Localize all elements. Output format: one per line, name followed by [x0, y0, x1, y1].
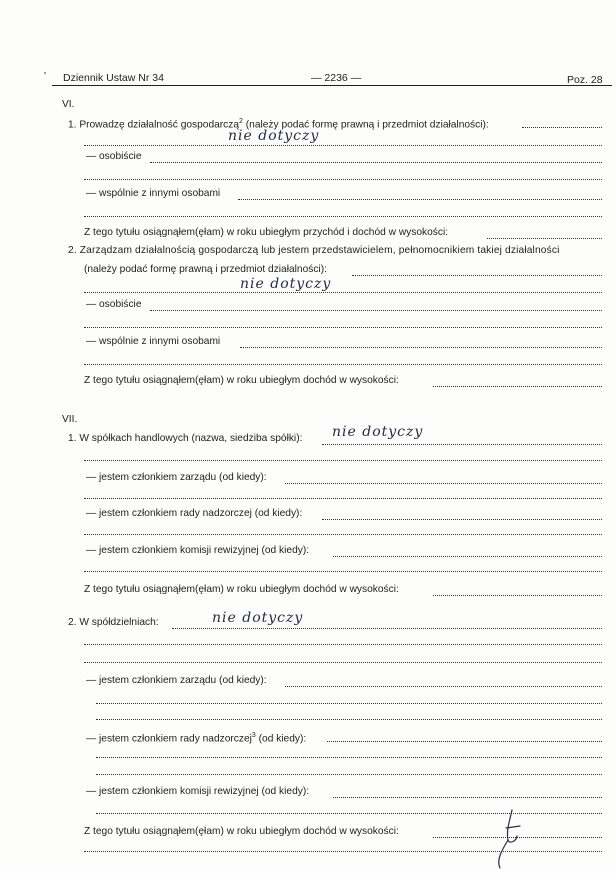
vi-2-personally-field[interactable] [150, 310, 602, 311]
vii-1-audit-field-2[interactable] [84, 571, 602, 572]
vii-1-audit: — jestem członkiem komisji rewizyjnej (od kiedy): [86, 545, 310, 556]
header-rule [52, 85, 612, 86]
vii-2-supervisory-field-2[interactable] [96, 757, 602, 758]
vii-2-board: — jestem członkiem zarządu (od kiedy): [86, 675, 267, 686]
vii-2-field-a[interactable] [172, 628, 602, 629]
journal-title: Dziennik Ustaw Nr 34 [63, 72, 164, 84]
vii-1-audit-field[interactable] [333, 556, 602, 557]
vii-2-audit-field[interactable] [333, 797, 602, 798]
vii-2-field-c[interactable] [84, 662, 602, 663]
vi-1-jointly-field[interactable] [238, 199, 602, 200]
vii-1-text: 1. W spółkach handlowych (nazwa, siedziba spółki): [68, 433, 303, 444]
vii-2-field-b[interactable] [84, 644, 602, 645]
vii-2-supervisory-rest: (od kiedy): [258, 733, 307, 745]
position-number: Poz. 28 [567, 74, 603, 86]
vii-2-supervisory-main: — jestem członkiem rady nadzorczej [86, 733, 252, 745]
vii-2-board-field[interactable] [285, 686, 602, 687]
vii-2-board-field-3[interactable] [96, 719, 602, 720]
footnote-2: 2 [239, 118, 243, 125]
vii-2-supervisory [86, 730, 306, 745]
vi-1-personally-field-2[interactable] [84, 179, 602, 180]
page-number: — 2236 — [311, 72, 362, 84]
vii-2-income: Z tego tytułu osiągnąłem(ęłam) w roku ubiegłym dochód w wysokości: [84, 826, 399, 837]
vi-1-field-b[interactable] [84, 145, 602, 146]
signature-initials-icon [486, 806, 526, 872]
vii-1-handwriting: nie dotyczy [332, 424, 424, 440]
vi-2-jointly-field-2[interactable] [84, 364, 602, 365]
footnote-3: 3 [251, 732, 256, 739]
vi-2-field-b[interactable] [84, 292, 602, 293]
vii-1-board-field[interactable] [285, 483, 602, 484]
vi-1-income: Z tego tytułu osiągnąłem(ęłam) w roku ubiegłym przychód i dochód w wysokości: [84, 227, 449, 238]
vii-2-audit: — jestem członkiem komisji rewizyjnej (od kiedy): [86, 786, 310, 797]
vi-2-text-line2: (należy podać formę prawną i przedmiot działalności): [84, 264, 327, 275]
vi-2-jointly-field[interactable] [240, 347, 602, 348]
vii-1-income-field[interactable] [433, 595, 602, 596]
vii-2-handwriting: nie dotyczy [212, 610, 304, 626]
vi-1-personally: — osobiście [86, 151, 142, 162]
vii-1-field-a[interactable] [322, 444, 602, 445]
vii-2-board-field-2[interactable] [96, 703, 602, 704]
vii-1-income: Z tego tytułu osiągnąłem(ęłam) w roku ubiegłym dochód w wysokości: [84, 584, 399, 595]
vii-2-text: 2. W spółdzielniach: [68, 617, 159, 628]
vi-2-text-line1: 2. Zarządzam działalnością gospodarczą lub jestem przedstawicielem, pełnomocnikiem takiej działalności [68, 245, 560, 256]
vii-2-supervisory-field-3[interactable] [96, 774, 602, 775]
vi-1-handwriting: nie dotyczy [228, 128, 320, 144]
vi-2-income: Z tego tytułu osiągnąłem(ęłam) w roku ubiegłym dochód w wysokości: [84, 375, 399, 386]
vi-1-field-a[interactable] [522, 127, 602, 128]
vi-1-jointly: — wspólnie z innymi osobami [86, 188, 221, 199]
vi-2-personally-field-2[interactable] [84, 327, 602, 328]
vi-2-field-a[interactable] [352, 275, 602, 276]
vii-1-field-b[interactable] [84, 460, 602, 461]
vii-1-board-field-2[interactable] [84, 498, 602, 499]
vi-2-jointly: — wspólnie z innymi osobami [86, 336, 221, 347]
vii-1-board: — jestem członkiem zarządu (od kiedy): [86, 472, 267, 483]
vi-1-income-field[interactable] [487, 238, 602, 239]
vii-2-supervisory-field[interactable] [327, 741, 602, 742]
vii-1-supervisory: — jestem członkiem rady nadzorczej (od kiedy): [86, 508, 303, 519]
section-vii-label: VII. [62, 414, 78, 425]
vi-1-main: 1. Prowadzę działalność gospodarczą [68, 119, 240, 131]
vi-1-jointly-field-2[interactable] [84, 216, 602, 217]
vi-2-handwriting: nie dotyczy [240, 276, 332, 292]
vii-1-supervisory-field[interactable] [322, 519, 602, 520]
tick-mark: ' [44, 70, 47, 82]
vi-2-personally: — osobiście [86, 299, 142, 310]
vii-1-supervisory-field-2[interactable] [84, 534, 602, 535]
vii-2-audit-field-2[interactable] [96, 813, 602, 814]
vi-1-personally-field[interactable] [150, 162, 602, 163]
vi-1-rest: (należy podać formę prawną i przedmiot działalności): [245, 119, 489, 131]
vi-2-income-field[interactable] [433, 386, 602, 387]
section-vi-label: VI. [62, 99, 75, 110]
